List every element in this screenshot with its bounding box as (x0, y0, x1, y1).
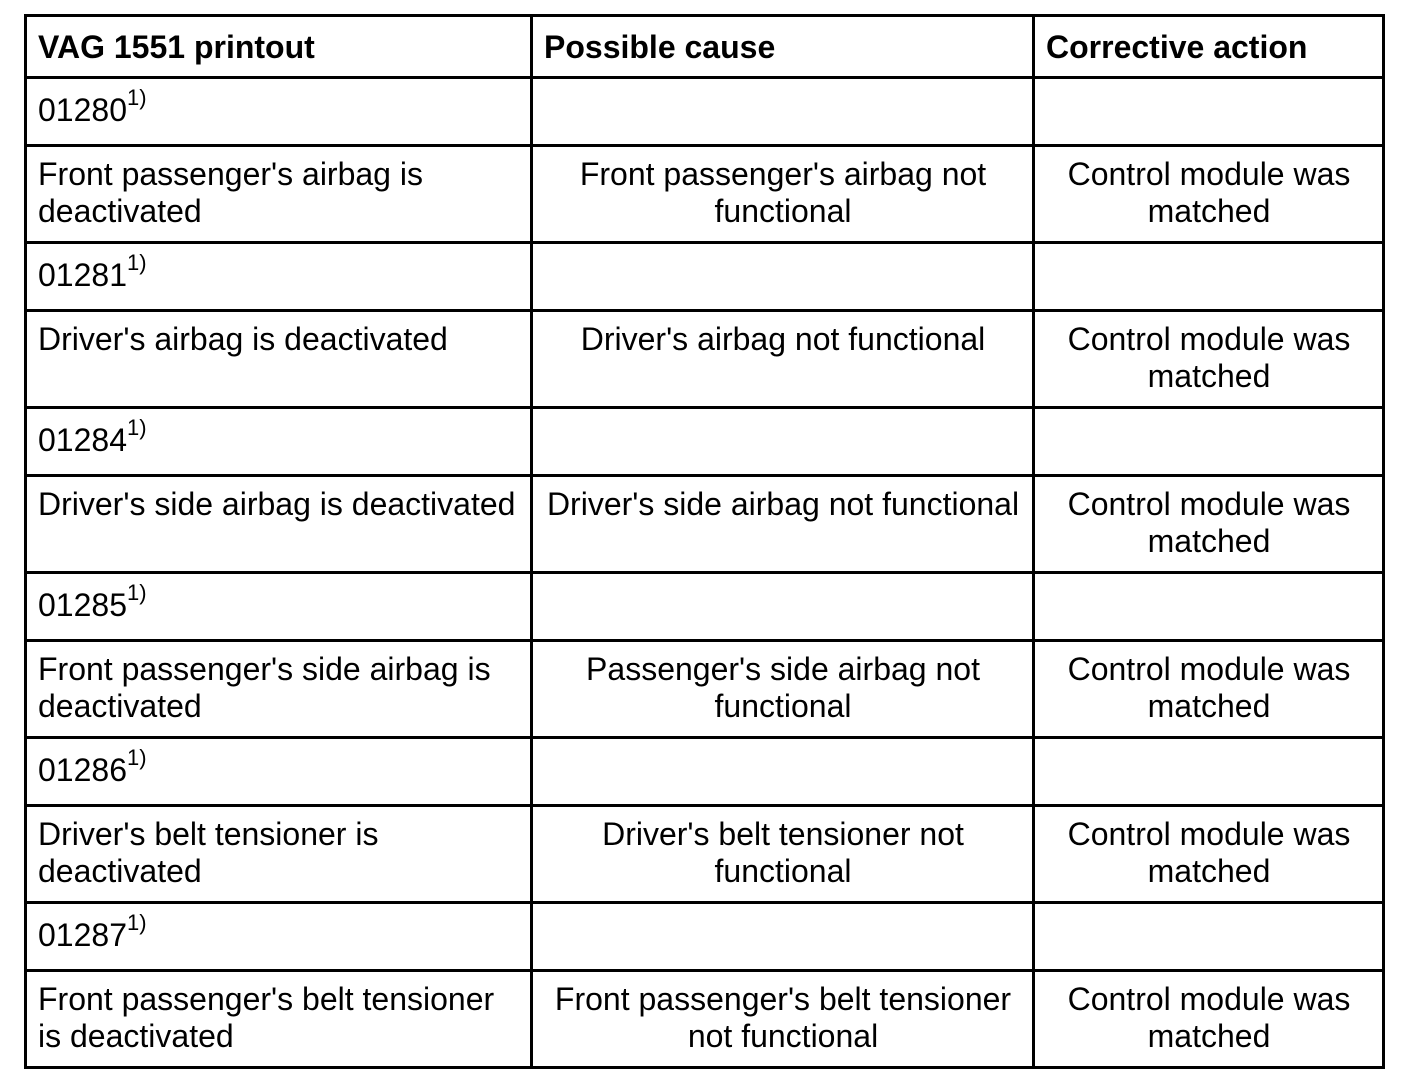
footnote-mark: 1) (126, 910, 147, 936)
footnote-mark: 1) (126, 580, 147, 606)
footnote-mark: 1) (126, 745, 147, 771)
empty-cell (1034, 408, 1384, 476)
empty-cell (532, 903, 1034, 971)
fault-code-row (26, 78, 1384, 146)
possible-cause-text: Driver's airbag not functional (532, 311, 1034, 408)
possible-cause-text: Driver's side airbag not functional (532, 476, 1034, 573)
printout-text: Driver's side airbag is deactivated (26, 476, 532, 573)
fault-code-table (24, 14, 1385, 1069)
header-possible-cause: Possible cause (532, 16, 1034, 78)
empty-cell (1034, 243, 1384, 311)
printout-text: Driver's airbag is deactivated (26, 311, 532, 408)
empty-cell (1034, 78, 1384, 146)
fault-description-row (26, 806, 1384, 903)
fault-description-row (26, 146, 1384, 243)
printout-text: Front passenger's belt tensioner is deactivated (26, 971, 532, 1068)
fault-code-row (26, 243, 1384, 311)
fault-code-cell (26, 78, 532, 146)
corrective-action-text: Control module was matched (1034, 806, 1384, 903)
corrective-action-text: Control module was matched (1034, 311, 1384, 408)
fault-code-row (26, 738, 1384, 806)
possible-cause-text: Front passenger's belt tensioner not functional (532, 971, 1034, 1068)
fault-code: 01285 (38, 587, 127, 623)
empty-cell (532, 573, 1034, 641)
fault-code-cell (26, 408, 532, 476)
empty-cell (532, 408, 1034, 476)
fault-description-row (26, 971, 1384, 1068)
fault-code-row (26, 573, 1384, 641)
possible-cause-text: Passenger's side airbag not functional (532, 641, 1034, 738)
fault-code: 01280 (38, 92, 127, 128)
empty-cell (1034, 903, 1384, 971)
corrective-action-text: Control module was matched (1034, 476, 1384, 573)
header-row (26, 16, 1384, 78)
printout-text: Front passenger's side airbag is deactivated (26, 641, 532, 738)
footnote-mark: 1) (126, 250, 147, 276)
printout-text: Driver's belt tensioner is deactivated (26, 806, 532, 903)
fault-code: 01287 (38, 917, 127, 953)
possible-cause-text: Front passenger's airbag not functional (532, 146, 1034, 243)
fault-code-cell (26, 573, 532, 641)
fault-code: 01281 (38, 257, 127, 293)
possible-cause-text: Driver's belt tensioner not functional (532, 806, 1034, 903)
printout-text: Front passenger's airbag is deactivated (26, 146, 532, 243)
corrective-action-text: Control module was matched (1034, 146, 1384, 243)
corrective-action-text: Control module was matched (1034, 971, 1384, 1068)
fault-description-row (26, 311, 1384, 408)
header-printout: VAG 1551 printout (26, 16, 532, 78)
fault-code-cell (26, 903, 532, 971)
fault-code: 01284 (38, 422, 127, 458)
fault-description-row (26, 476, 1384, 573)
footnote-mark: 1) (126, 85, 147, 111)
fault-code-row (26, 408, 1384, 476)
header-corrective-action: Corrective action (1034, 16, 1384, 78)
empty-cell (532, 738, 1034, 806)
empty-cell (1034, 573, 1384, 641)
empty-cell (532, 78, 1034, 146)
fault-code: 01286 (38, 752, 127, 788)
empty-cell (1034, 738, 1384, 806)
footnote-mark: 1) (126, 415, 147, 441)
corrective-action-text: Control module was matched (1034, 641, 1384, 738)
empty-cell (532, 243, 1034, 311)
fault-code-row (26, 903, 1384, 971)
fault-description-row (26, 641, 1384, 738)
fault-code-cell (26, 738, 532, 806)
fault-code-cell (26, 243, 532, 311)
